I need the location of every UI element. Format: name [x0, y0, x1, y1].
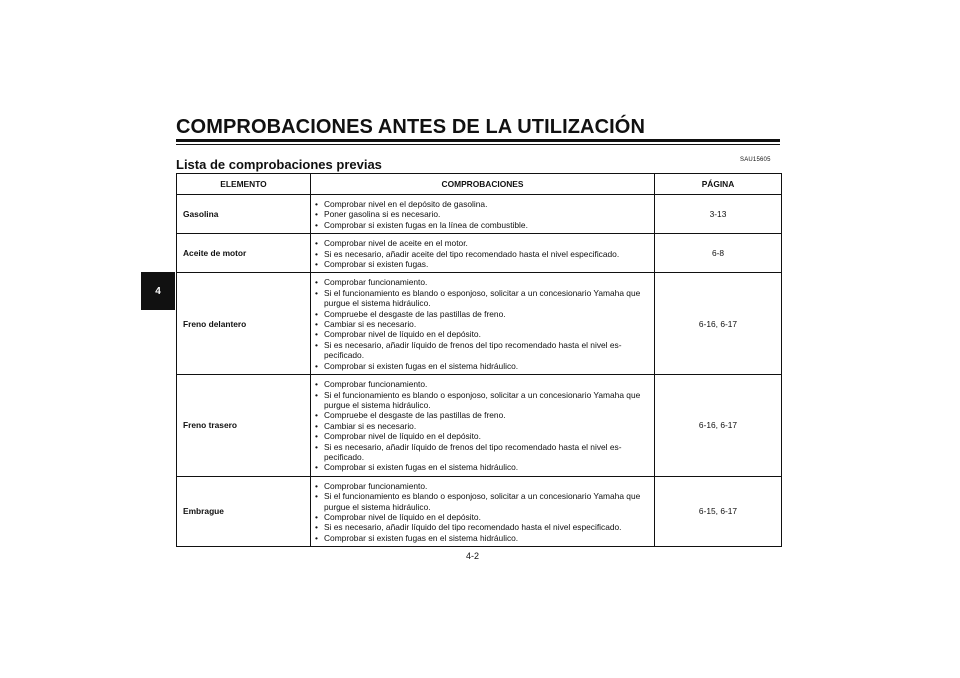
cell-comprobaciones	[311, 273, 655, 375]
table-row	[177, 273, 782, 375]
check-list	[315, 277, 648, 371]
check-list	[315, 238, 648, 269]
cell-comprobaciones	[311, 375, 655, 477]
cell-pagina: 6-16, 6-17	[655, 273, 782, 375]
check-item: • Comprobar nivel de líquido en el depósito.	[315, 512, 648, 522]
check-item: • Comprobar si existen fugas en el sistema hidráulico.	[315, 462, 648, 472]
page-title: COMPROBACIONES ANTES DE LA UTILIZACIÓN	[176, 116, 645, 138]
check-item: • Poner gasolina si es necesario.	[315, 209, 648, 219]
check-item: • Comprobar nivel de líquido en el depósito.	[315, 431, 648, 441]
cell-pagina: 6-16, 6-17	[655, 375, 782, 477]
check-list	[315, 379, 648, 473]
check-item: • Comprobar si existen fugas.	[315, 259, 648, 269]
title-rule-thin	[176, 144, 780, 145]
header-pagina: PÁGINA	[655, 174, 782, 195]
check-item: • Si el funcionamiento es blando o esponjoso, solicitar a un concesionario Yamaha que purgue el sistema hidráulico.	[315, 288, 648, 309]
table-row	[177, 234, 782, 273]
cell-elemento: Gasolina	[177, 195, 311, 234]
header-elemento: ELEMENTO	[177, 174, 311, 195]
table-row	[177, 375, 782, 477]
header-comprobaciones: COMPROBACIONES	[311, 174, 655, 195]
table-body	[177, 195, 782, 547]
check-item: • Compruebe el desgaste de las pastillas de freno.	[315, 410, 648, 420]
check-item: • Si es necesario, añadir líquido de frenos del tipo recomendado hasta el nivel es-pecificado.	[315, 442, 648, 463]
cell-comprobaciones	[311, 195, 655, 234]
cell-pagina: 3-13	[655, 195, 782, 234]
section-code: SAU15605	[740, 157, 771, 163]
check-item: • Compruebe el desgaste de las pastillas de freno.	[315, 309, 648, 319]
chapter-tab	[141, 272, 175, 310]
cell-pagina: 6-15, 6-17	[655, 476, 782, 546]
check-list	[315, 199, 648, 230]
check-item: • Comprobar nivel de líquido en el depósito.	[315, 329, 648, 339]
checklist-table	[176, 173, 782, 547]
page-number: 4-2	[466, 551, 480, 561]
check-item: • Comprobar funcionamiento.	[315, 277, 648, 287]
check-item: • Comprobar funcionamiento.	[315, 379, 648, 389]
cell-pagina: 6-8	[655, 234, 782, 273]
cell-comprobaciones	[311, 234, 655, 273]
table-header-row	[177, 174, 782, 195]
check-item: • Si es necesario, añadir líquido del tipo recomendado hasta el nivel especificado.	[315, 522, 648, 532]
check-item: • Si el funcionamiento es blando o esponjoso, solicitar a un concesionario Yamaha que purgue el sistema hidráulico.	[315, 491, 648, 512]
title-rule-thick	[176, 139, 780, 142]
cell-elemento: Freno delantero	[177, 273, 311, 375]
table-row	[177, 476, 782, 546]
cell-elemento: Embrague	[177, 476, 311, 546]
check-item: • Cambiar si es necesario.	[315, 421, 648, 431]
check-item: • Si es necesario, añadir líquido de frenos del tipo recomendado hasta el nivel es-pecificado.	[315, 340, 648, 361]
cell-elemento: Aceite de motor	[177, 234, 311, 273]
check-list	[315, 481, 648, 543]
chapter-number: 4	[155, 285, 161, 297]
check-item: • Comprobar si existen fugas en el sistema hidráulico.	[315, 533, 648, 543]
check-item: • Comprobar nivel en el depósito de gasolina.	[315, 199, 648, 209]
check-item: • Comprobar nivel de aceite en el motor.	[315, 238, 648, 248]
cell-elemento: Freno trasero	[177, 375, 311, 477]
table-row	[177, 195, 782, 234]
check-item: • Si es necesario, añadir aceite del tipo recomendado hasta el nivel especificado.	[315, 249, 648, 259]
check-item: • Comprobar si existen fugas en la línea de combustible.	[315, 220, 648, 230]
check-item: • Comprobar si existen fugas en el sistema hidráulico.	[315, 361, 648, 371]
check-item: • Cambiar si es necesario.	[315, 319, 648, 329]
check-item: • Comprobar funcionamiento.	[315, 481, 648, 491]
cell-comprobaciones	[311, 476, 655, 546]
section-title: Lista de comprobaciones previas	[176, 157, 382, 172]
check-item: • Si el funcionamiento es blando o esponjoso, solicitar a un concesionario Yamaha que purgue el sistema hidráulico.	[315, 390, 648, 411]
